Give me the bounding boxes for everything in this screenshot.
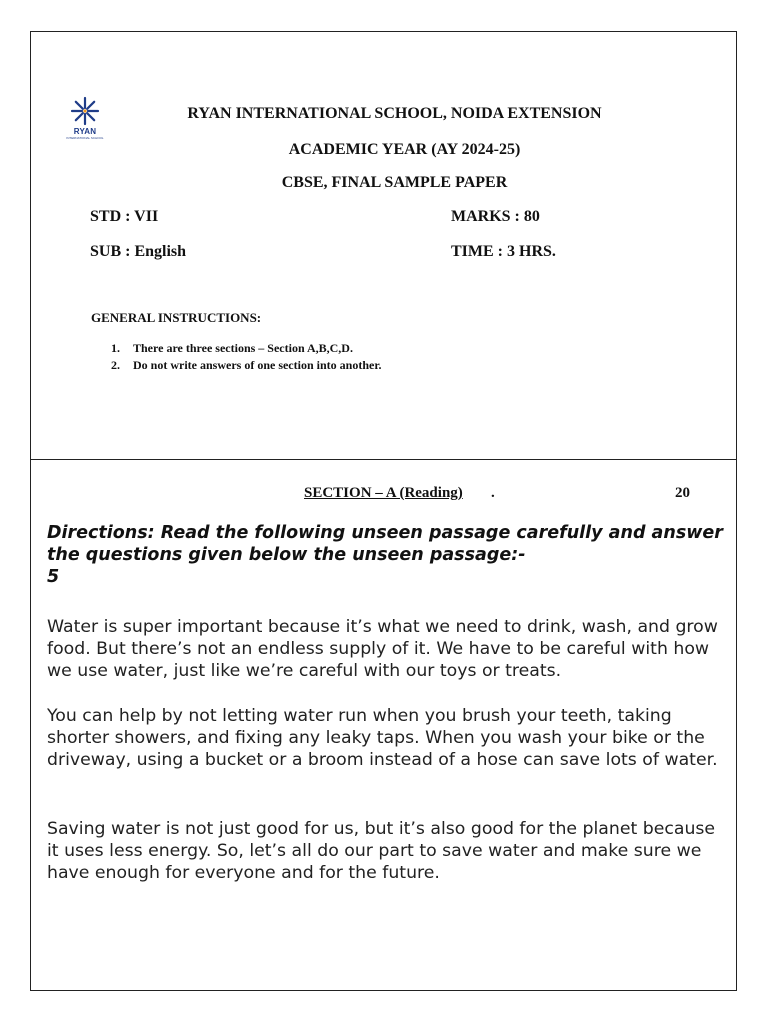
passage-paragraph-3: Saving water is not just good for us, but it’s also good for the planet because it uses less energy. So, let’s all do our part to save water and make sure we have enough for everyone and for the future. — [47, 819, 716, 883]
subject-label: SUB : English — [90, 243, 187, 260]
logo-subtext: INTERNATIONAL SCHOOL — [66, 136, 104, 140]
list-item-text: Do not write answers of one section into another. — [133, 358, 382, 372]
passage-paragraph-1: Water is super important because it’s what we need to drink, wash, and grow food. But there’s not an endless supply of it. We have to be careful with how we use water, just like we’re careful with our toys or treats. — [47, 617, 718, 681]
time-label: TIME : 3 HRS. — [451, 243, 556, 260]
list-item — [111, 357, 382, 374]
logo-text: RYAN — [73, 127, 97, 136]
section-heading-suffix: . — [491, 485, 495, 501]
instructions-list — [111, 340, 382, 374]
list-item-number: 2. — [111, 358, 120, 372]
directions-text — [47, 522, 727, 588]
paper-title: CBSE, FINAL SAMPLE PAPER — [281, 174, 508, 191]
school-name: RYAN INTERNATIONAL SCHOOL, NOIDA EXTENSION — [187, 105, 602, 122]
marks-label: MARKS : 80 — [451, 208, 540, 225]
std-label: STD : VII — [90, 208, 159, 225]
directions-body: Directions: Read the following unseen passage carefully and answer the questions given below the unseen passage:- — [47, 523, 723, 565]
list-item-text: There are three sections – Section A,B,C,D. — [133, 341, 353, 355]
section-heading: SECTION – A (Reading) — [304, 485, 463, 501]
list-item-number: 1. — [111, 341, 120, 355]
section-divider — [31, 459, 736, 460]
passage-paragraph-2: You can help by not letting water run when you brush your teeth, taking shorter showers, and fixing any leaky taps. When you wash your bike or the driveway, using a bucket or a broom instead of a hose can save lots of water. — [47, 706, 718, 770]
instructions-title: GENERAL INSTRUCTIONS: — [91, 310, 262, 325]
section-marks: 20 — [675, 485, 690, 501]
academic-year: ACADEMIC YEAR (AY 2024-25) — [288, 141, 521, 158]
document-frame — [30, 31, 737, 991]
directions-marks: 5 — [47, 567, 60, 587]
list-item — [111, 340, 382, 357]
